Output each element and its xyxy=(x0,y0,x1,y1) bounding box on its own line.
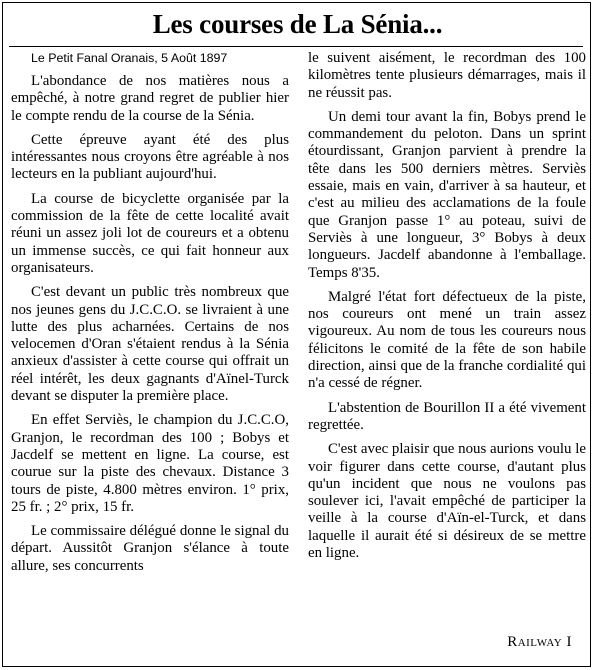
article-source: Le Petit Fanal Oranais, 5 Août 1897 xyxy=(31,51,228,65)
article-frame xyxy=(2,2,591,667)
paragraph: Malgré l'état fort défectueux de la piste, nos coureurs ont mené un train assez vigoureux. Au nom de tous les coureurs nous félicitons le comité de la fête de son habile direction, ainsi que de la franche cordialité qui n'a cessé de régner. xyxy=(308,288,586,392)
paragraph: C'est avec plaisir que nous aurions voulu le voir figurer dans cette course, d'autant plus qu'un incident que nous ne voulons pas soulever ici, l'avait empêché de participer la veille à la course d'Aïn-el-Turck, et dans laquelle il aurait été si désireux de se mettre en ligne. xyxy=(308,441,586,562)
column-gutter xyxy=(299,50,300,660)
paragraph: En effet Serviès, le champion du J.C.C.O, Granjon, le recordman des 100 ; Bobys et Jacdelf se mettent en ligne. La course, est courue sur la piste des chevaux. Distance 3 tours de piste, 4.800 mètres environ. 1° prix, 25 fr. ; 2° prix, 15 fr. xyxy=(11,412,289,515)
paragraph: L'abstention de Bourillon II a été vivement regrettée. xyxy=(308,399,586,433)
author-signature: Railway I xyxy=(507,634,572,650)
paragraph: C'est devant un public très nombreux que nos jeunes gens du J.C.C.O. se livraient à une lutte des plus acharnées. Certains de nos velocemen d'Oran s'étaient rendus à la Sénia anxieux d'assister à cette course qui offrait un réel intérêt, les deux gagnants d'Aïnel-Turck devant se disputer la première place. xyxy=(11,284,289,405)
title-divider xyxy=(9,46,583,47)
paragraph-continuation: le suivent aisément, le recordman des 100 kilomètres tente plusieurs démarrages, mais il ne réussit pas. xyxy=(308,50,586,101)
paragraph: La course de bicyclette organisée par la commission de la fête de cette localité avait réuni un assez joli lot de coureurs et a obtenu un immense succès, ce qui fait honneur aux organisateurs. xyxy=(11,190,289,276)
paragraph: Le commissaire délégué donne le signal du départ. Aussitôt Granjon s'élance à toute allure, ses concurrents xyxy=(11,523,289,574)
left-column xyxy=(11,50,289,582)
paragraph: Un demi tour avant la fin, Bobys prend le commandement du peloton. Dans un sprint étourdissant, Granjon parvient à prendre la tête dans les 500 derniers mètres. Serviès essaie, mais en vain, d'arriver à sa hauteur, et c'est au milieu des acclamations de la foule que Granjon passe 1° au poteau, suivi de Serviès à une longueur, 3° Bobys à deux longueurs. Jacdelf abandonne à l'emballage. Temps 8'35. xyxy=(308,108,586,281)
paragraph: L'abondance de nos matières nous a empêché, à notre grand regret de publier hier le compte rendu de la course de la Sénia. xyxy=(11,73,289,124)
article-title: Les courses de La Sénia... xyxy=(152,9,443,39)
paragraph: Cette épreuve ayant été des plus intéressantes nous croyons être agréable à nos lecteurs en la publiant aujourd'hui. xyxy=(11,131,289,183)
right-column xyxy=(308,50,586,569)
